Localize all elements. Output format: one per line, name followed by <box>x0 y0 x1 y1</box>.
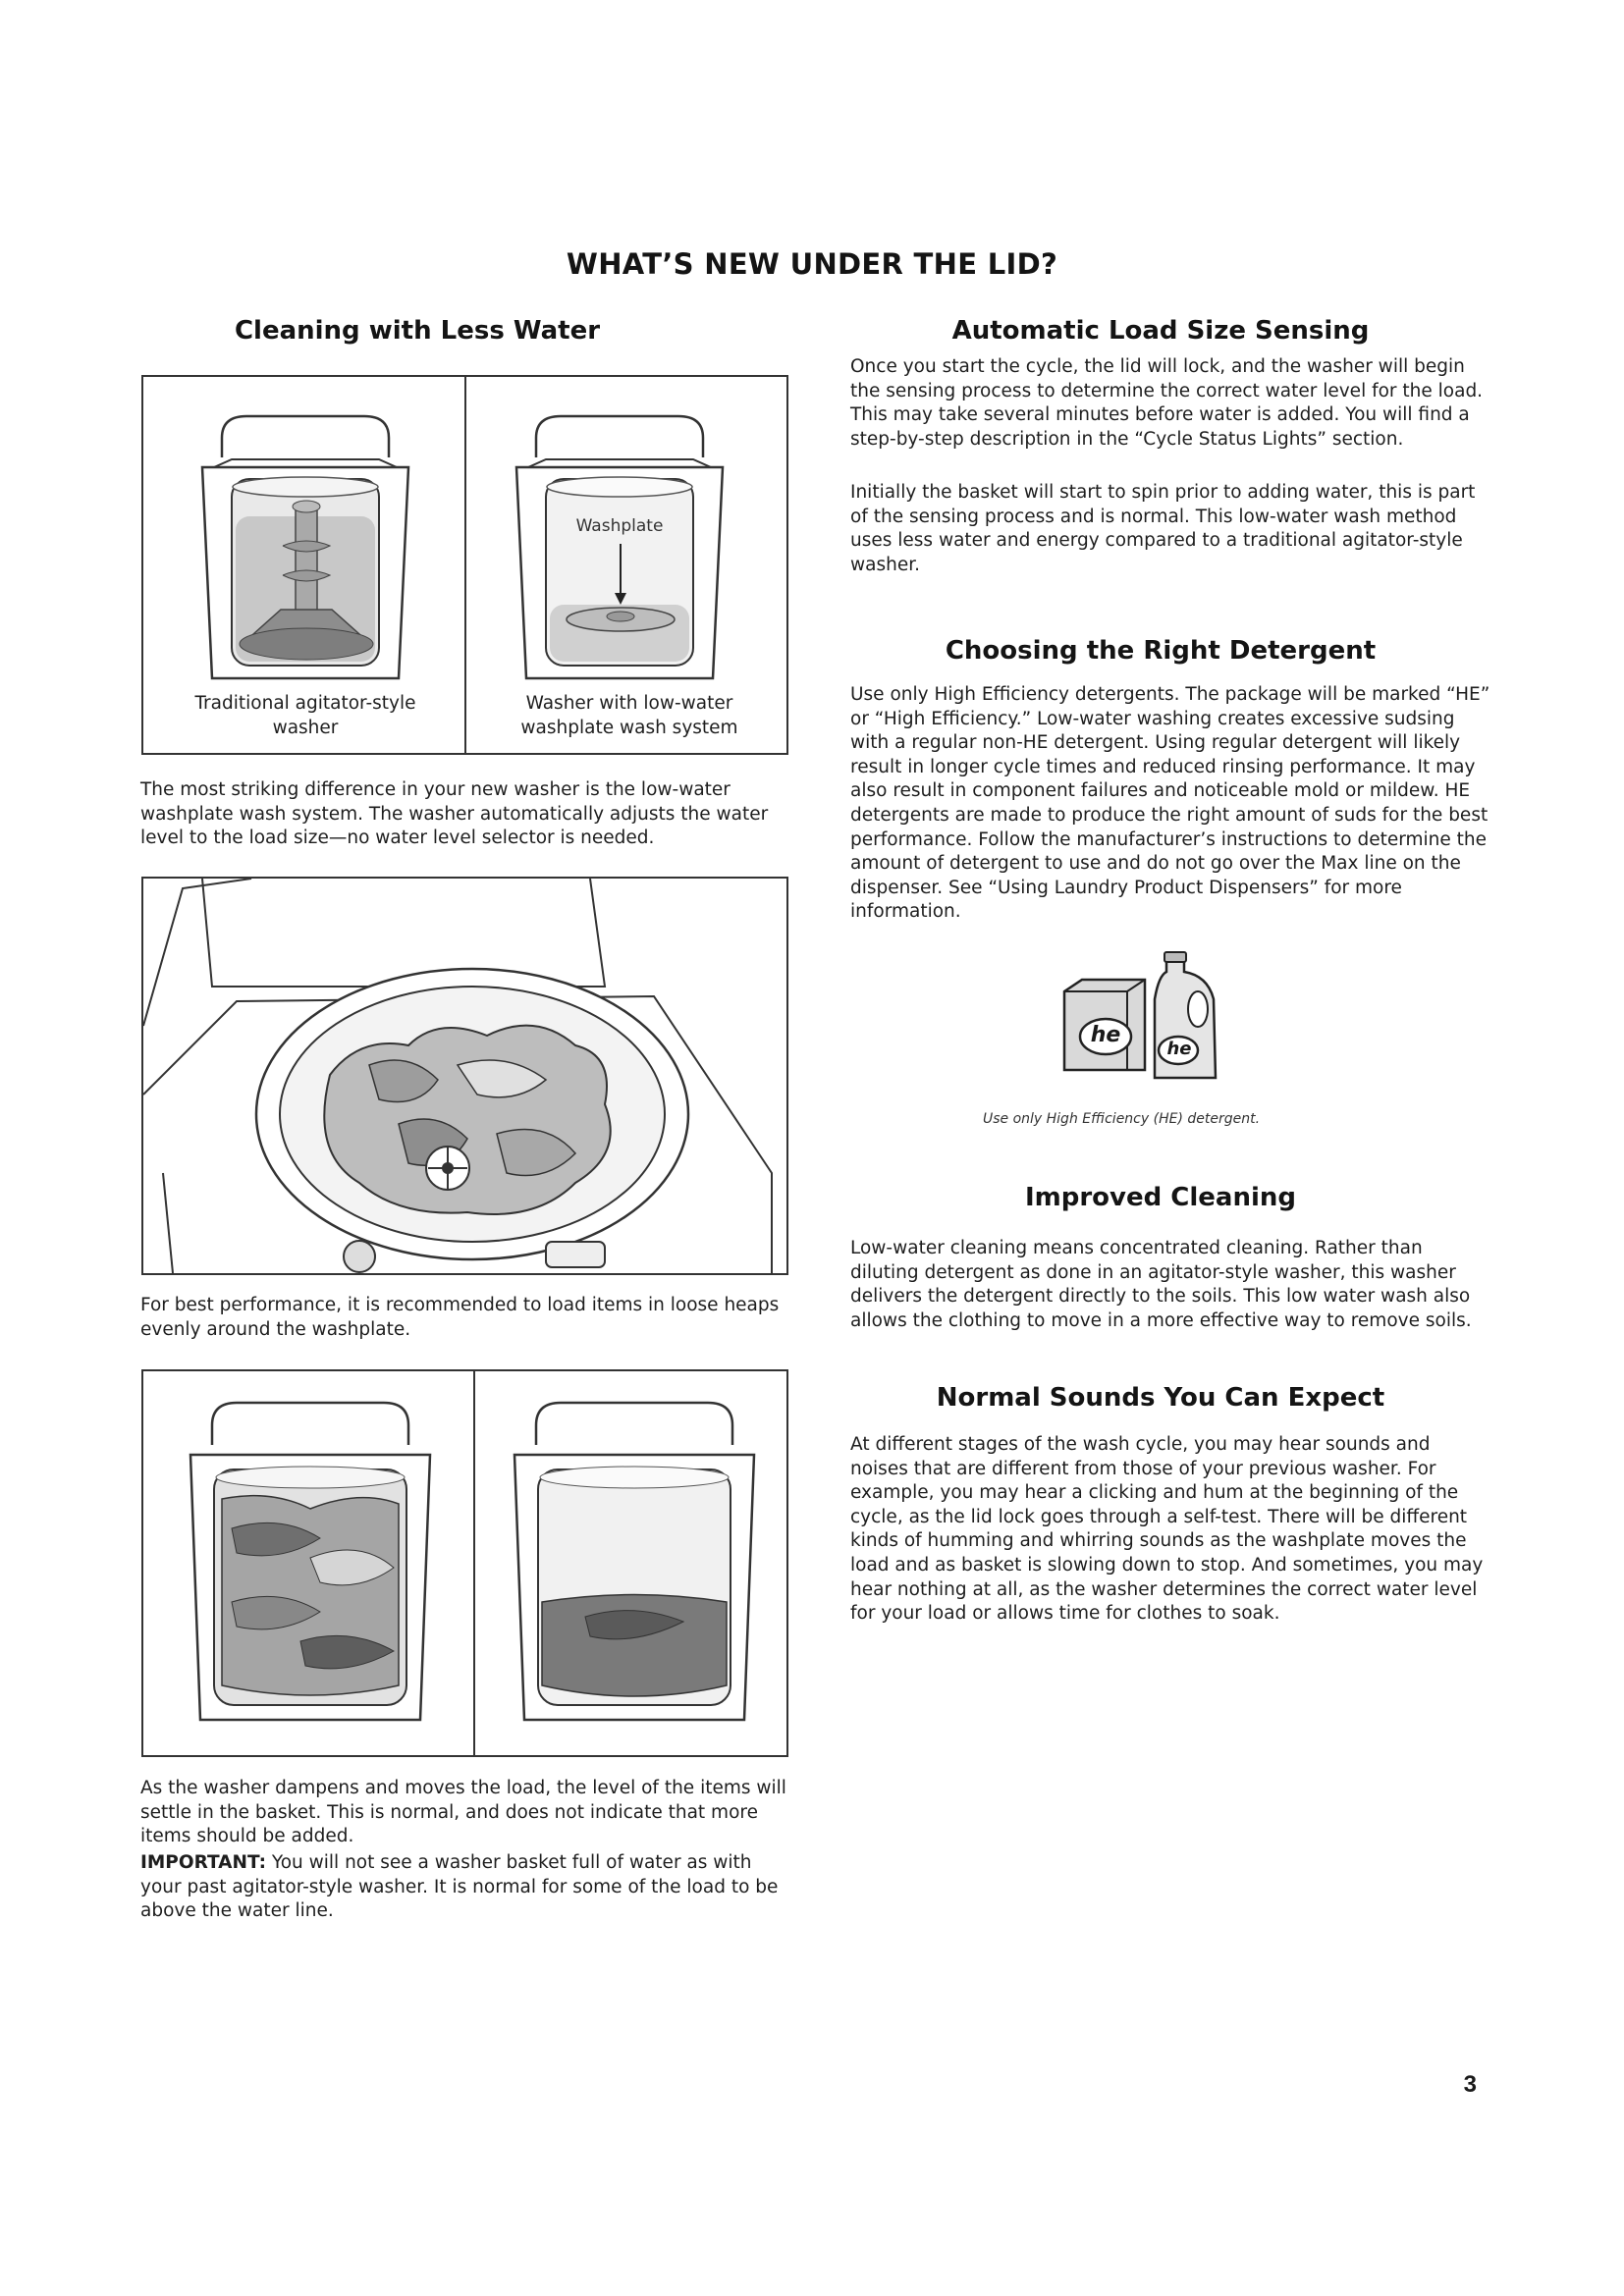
heading-right-detergent: Choosing the Right Detergent <box>945 636 1377 666</box>
heading-improved-cleaning: Improved Cleaning <box>1024 1183 1297 1212</box>
paragraph-sensing-1: Once you start the cycle, the lid will lock, and the washer will begin the sensing process to determine the correct water level for the load. This may take several minutes before water is added. You will find a step-by-step description in the “Cycle Status Lights” section. <box>850 356 1484 450</box>
paragraph-detergent: Use only High Efficiency detergents. The package will be marked “HE” or “High Efficiency.” Low-water washing creates excessive sudsing with a regular non-HE detergent. Using regular detergent will likely result in longer cycle times and reduced rinsing performance. It may also result in component failures and noticeable mold or mildew. HE detergents are made to produce the right amount of suds for the best performance. Follow the manufacturer’s instructions to determine the amount of detergent to use and do not go over the Max line on the dispenser. See “Using Laundry Product Dispensers” for more information. <box>850 684 1490 923</box>
figure-divider <box>464 377 466 753</box>
he-logo-bottle: he <box>1166 1039 1192 1059</box>
paragraph-items-settle: As the washer dampens and moves the load, the level of the items will settle in the basket. This is normal, and does not indicate that more items should be added. <box>140 1778 786 1847</box>
he-logo-box: he <box>1090 1023 1121 1047</box>
caption-agitator-washer: Traditional agitator-style washer <box>194 693 416 738</box>
important-label: IMPORTANT: <box>140 1852 266 1873</box>
washplate-washer-illustration <box>507 399 732 693</box>
loaded-washer-illustration <box>143 879 786 1273</box>
detergent-box-and-bottle <box>1060 950 1237 1088</box>
figure-divider <box>473 1371 475 1755</box>
important-text: You will not see a washer basket full of water as with your past agitator-style washer. It is normal for some of the load to be above the water line. <box>140 1852 779 1922</box>
full-basket-illustration <box>183 1391 438 1735</box>
detergent-caption: Use only High Efficiency (HE) detergent. <box>982 1111 1261 1127</box>
heading-normal-sounds: Normal Sounds You Can Expect <box>936 1383 1385 1413</box>
paragraph-normal-sounds: At different stages of the wash cycle, you may hear sounds and noises that are different from those of your previous washer. For example, you may hear a clicking and hum at the beginning of the cycle, as the lid lock goes through a self-test. There will be different kinds of humming and whirring sounds as the washplate moves the load and as basket is slowing down to stop. And sometimes, you may hear nothing at all, as the washer determines the correct water level for your load or allows time for clothes to soak. <box>850 1434 1484 1625</box>
agitator-washer-illustration <box>192 399 418 693</box>
paragraph-load-loose-heaps: For best performance, it is recommended to load items in loose heaps evenly around the washplate. <box>140 1295 780 1340</box>
caption-washplate-washer: Washer with low-water washplate wash system <box>520 693 738 738</box>
paragraph-important <box>140 1851 793 1924</box>
paragraph-improved-cleaning: Low-water cleaning means concentrated cleaning. Rather than diluting detergent as done in an agitator-style washer, this washer delivers the detergent directly to the soils. This low water wash also allows the clothing to move in a more effective way to remove soils. <box>850 1238 1472 1331</box>
figure-loading-washer <box>141 877 788 1275</box>
washplate-label: Washplate <box>575 516 664 536</box>
heading-load-size-sensing: Automatic Load Size Sensing <box>951 316 1370 346</box>
heading-cleaning-less-water: Cleaning with Less Water <box>234 316 601 346</box>
paragraph-striking-difference: The most striking difference in your new washer is the low-water washplate wash system. The washer automatically adjusts the water level to the load size—no water level selector is needed. <box>140 779 769 849</box>
page-title: WHAT’S NEW UNDER THE LID? <box>566 247 1058 281</box>
figure-washer-comparison <box>141 375 788 755</box>
figure-basket-settling <box>141 1369 788 1757</box>
he-detergent-illustration <box>1060 950 1237 1088</box>
page-number: 3 <box>1463 2071 1477 2098</box>
settled-basket-illustration <box>507 1391 762 1735</box>
paragraph-sensing-2: Initially the basket will start to spin prior to adding water, this is part of the sensing process and is normal. This low-water wash method uses less water and energy compared to a traditional agitator-style washer. <box>850 482 1476 575</box>
